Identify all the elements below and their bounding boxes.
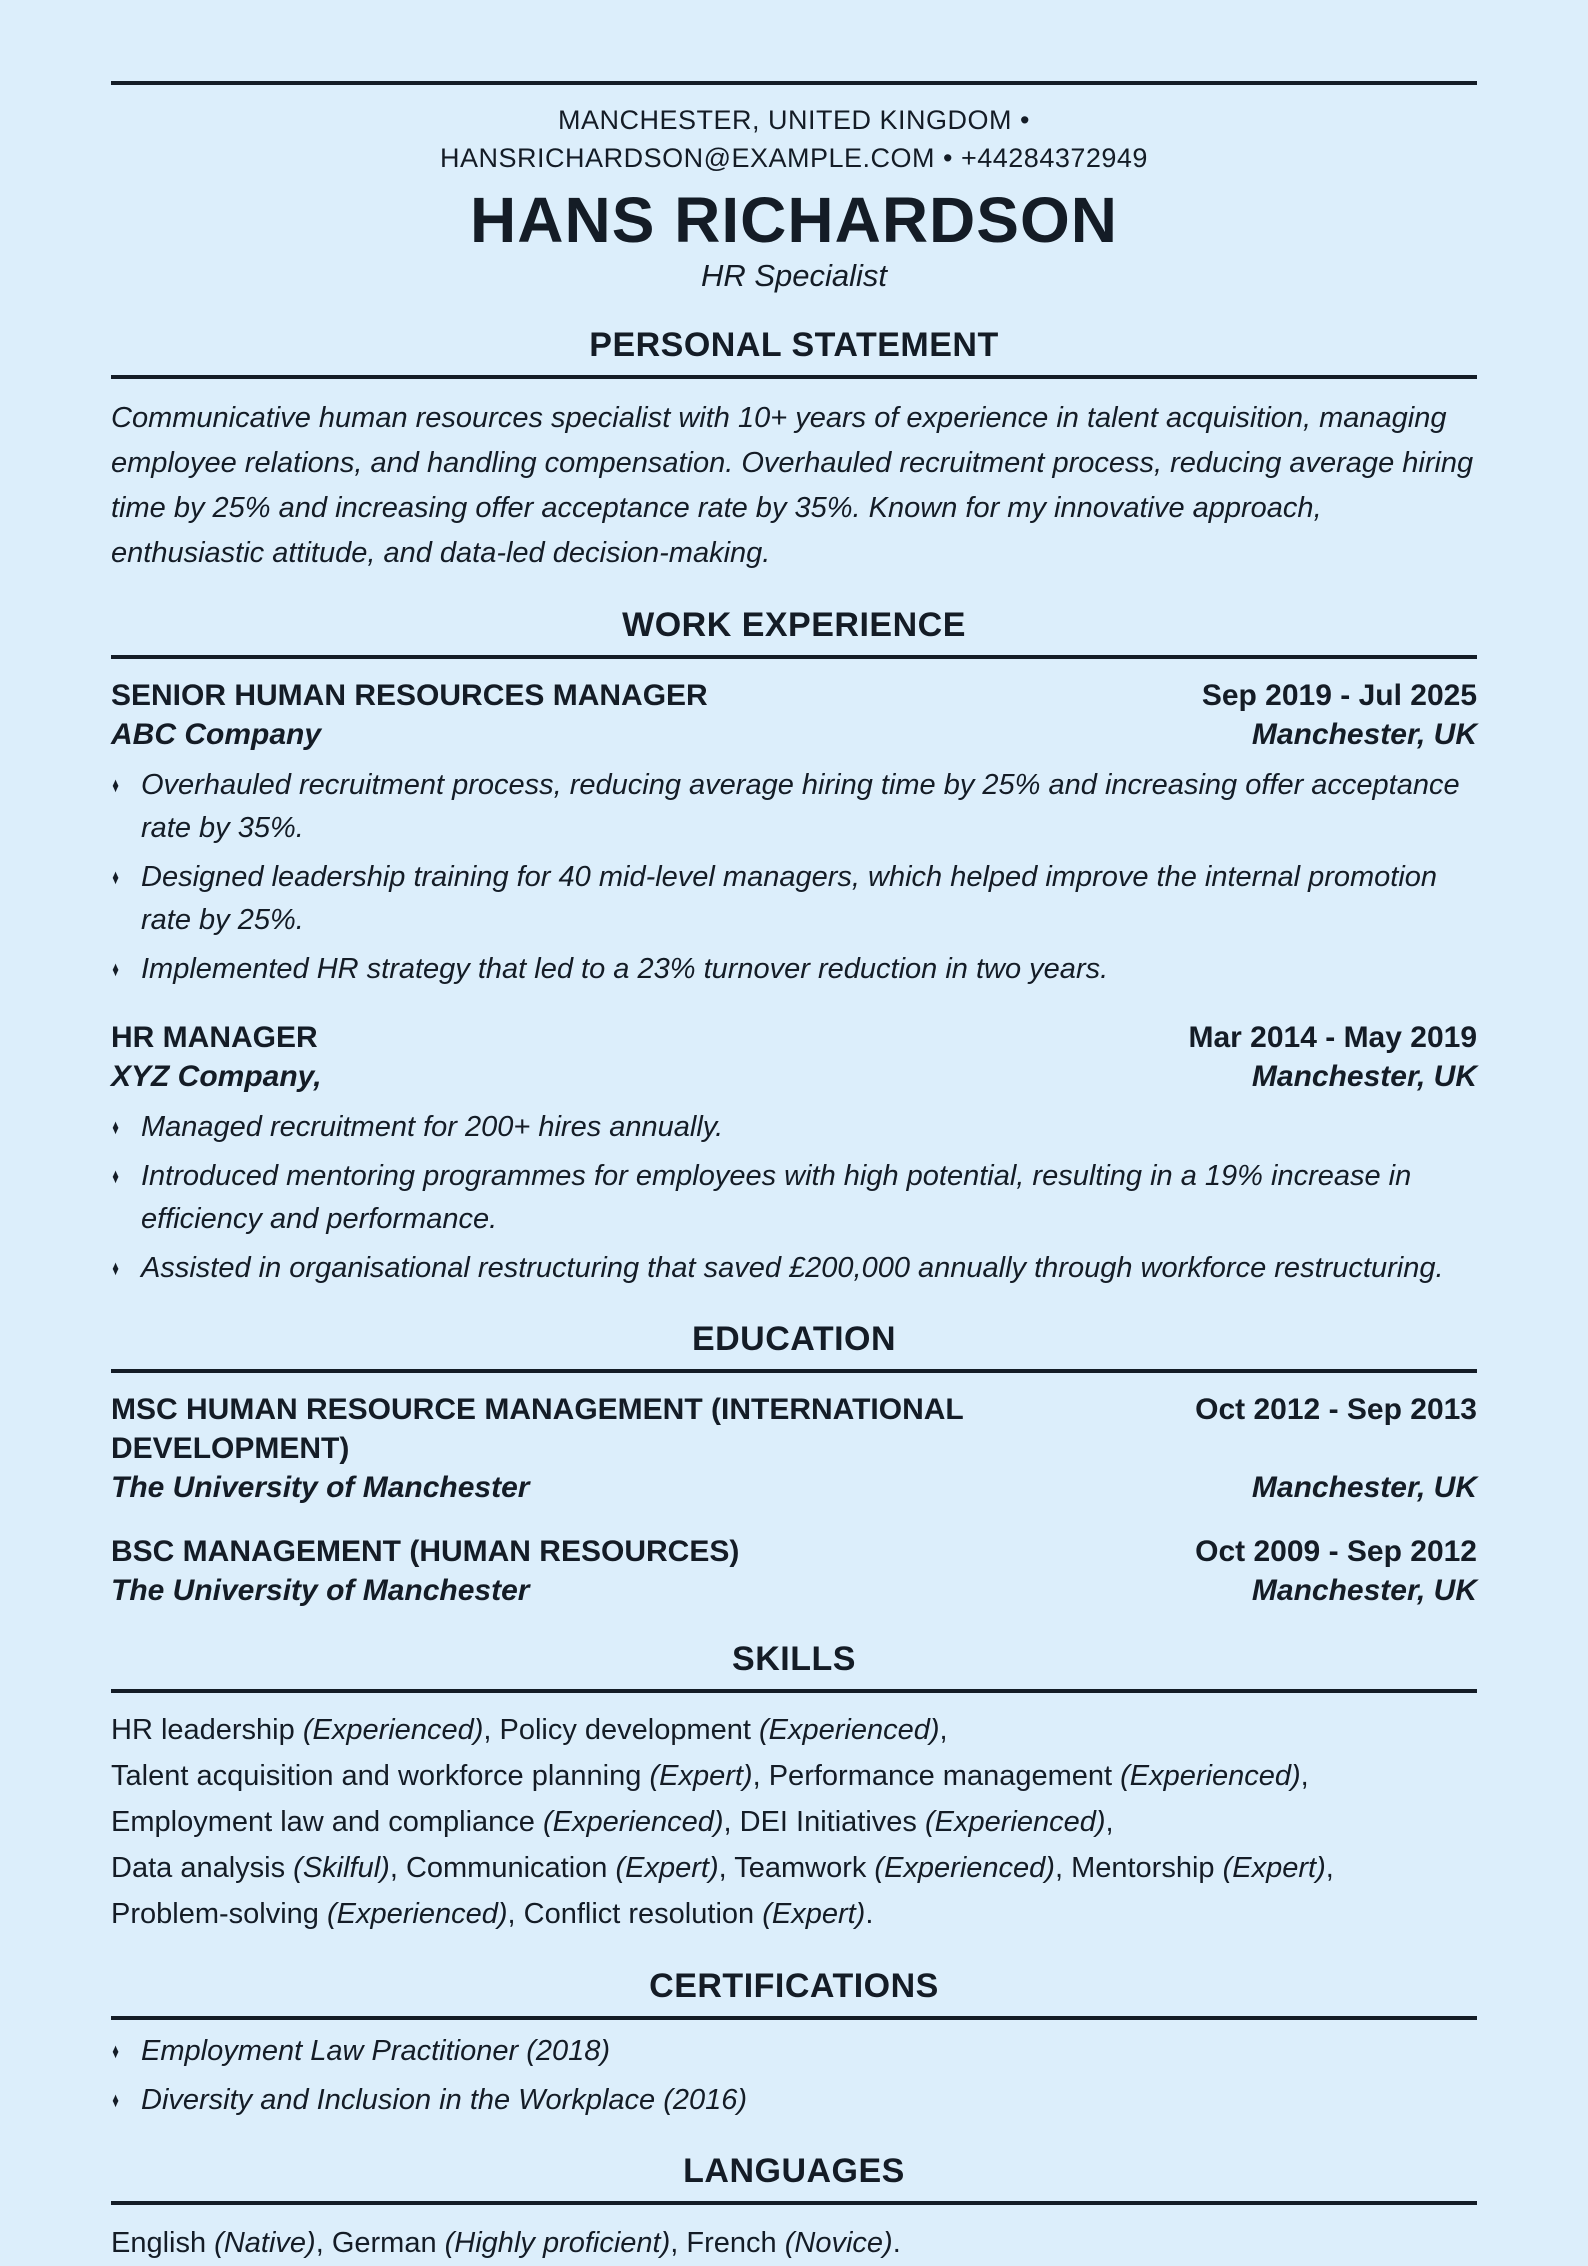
skill-level: (Experienced) [924,1806,1106,1838]
degree-dates: Oct 2012 - Sep 2013 [1195,1393,1477,1426]
language-separator: , [315,2227,332,2259]
bullet-text: Managed recruitment for 200+ hires annually. [141,1111,724,1143]
languages-list [111,2220,1477,2266]
school-location: Manchester, UK [1251,1574,1477,1607]
bullet-text: Overhauled recruitment process, reducing average hiring time by 25% and increasing offer acceptance rate by 35%. [141,769,1460,844]
language-separator: . [892,2227,901,2259]
list-item [111,2030,1477,2073]
skill-separator: , [752,1760,769,1792]
degree-dates: Oct 2009 - Sep 2012 [1195,1535,1477,1568]
diamond-bullet-icon: ♦ [112,774,119,797]
skill-name: Policy development [499,1714,760,1746]
bullet-text: Introduced mentoring programmes for employees with high potential, resulting in a 19% increase in efficiency and performance. [141,1160,1412,1235]
bullet-text: Assisted in organisational restructuring that saved £200,000 annually through workforce restructuring. [141,1252,1444,1284]
diamond-bullet-icon: ♦ [112,2040,119,2063]
skill-separator: , [483,1714,500,1746]
skill-name: Employment law and compliance [111,1806,543,1838]
skills-row [111,1845,1477,1891]
skill-separator: , [1105,1806,1114,1838]
diamond-bullet-icon: ♦ [112,958,119,981]
degree-title: BSC MANAGEMENT (HUMAN RESOURCES) [111,1535,740,1568]
skill-name: Talent acquisition and workforce planning [111,1760,650,1792]
skill-name: Conflict resolution [523,1898,763,1930]
contact-block [111,101,1477,177]
language-separator: , [670,2227,687,2259]
job-title: HR MANAGER [111,1021,318,1054]
list-item [111,1247,1477,1290]
skill-level: (Expert) [649,1760,753,1792]
skill-level: (Experienced) [874,1852,1055,1884]
section-heading-certifications: CERTIFICATIONS [649,1967,939,2005]
skills-row [111,1799,1477,1845]
list-item [111,856,1477,942]
job-location: Manchester, UK [1251,1060,1477,1093]
job-company-row [111,715,1477,754]
skill-name: Teamwork [734,1852,875,1884]
bullet-text: Implemented HR strategy that led to a 23% turnover reduction in two years. [141,953,1109,985]
section-heading-personal-statement: PERSONAL STATEMENT [589,326,999,364]
section-divider [111,375,1477,379]
skill-name: Performance management [768,1760,1121,1792]
skill-level: (Experienced) [759,1714,940,1746]
language-level: (Novice) [784,2227,893,2259]
school-name: The University of Manchester [111,1471,530,1504]
diamond-bullet-icon: ♦ [112,1165,119,1188]
candidate-name: HANS RICHARDSON [470,184,1118,256]
skill-separator: , [718,1852,735,1884]
candidate-title: HR Specialist [700,258,888,293]
skill-separator: , [939,1714,948,1746]
job-location: Manchester, UK [1251,718,1477,751]
list-item [111,1155,1477,1241]
list-item [111,2079,1477,2122]
job-entry [111,676,1477,991]
contact-line-location: MANCHESTER, UNITED KINGDOM • [558,105,1030,135]
language-level: (Native) [214,2227,316,2259]
certification-text: Diversity and Inclusion in the Workplace (2016) [141,2084,748,2116]
skill-name: Communication [405,1852,616,1884]
section-heading-work-experience: WORK EXPERIENCE [622,606,966,644]
resume-content [111,0,1477,2266]
section-divider [111,1689,1477,1693]
section-heading-education: EDUCATION [691,1320,897,1358]
section-divider [111,655,1477,659]
diamond-bullet-icon: ♦ [112,1257,119,1280]
section-divider [111,1369,1477,1373]
skill-name: Data analysis [111,1852,294,1884]
skill-separator: , [1054,1852,1072,1884]
section-divider [111,2016,1477,2020]
skill-name: Problem-solving [111,1898,327,1930]
language-name: German [331,2227,445,2259]
degree-title: MSC HUMAN RESOURCE MANAGEMENT (INTERNATIONAL DEVELOPMENT) [111,1393,964,1465]
language-name: French [686,2227,785,2259]
diamond-bullet-icon: ♦ [112,2089,119,2112]
degree-row [111,1532,1477,1571]
language-name: English [111,2227,215,2259]
section-divider [111,2201,1477,2205]
skill-level: (Expert) [615,1852,719,1884]
skill-separator: , [1300,1760,1309,1792]
school-name: The University of Manchester [111,1574,530,1607]
skill-separator: , [389,1852,406,1884]
skill-level: (Experienced) [326,1898,508,1930]
list-item [111,764,1477,850]
skill-separator: . [865,1898,874,1930]
skill-level: (Experienced) [1120,1760,1301,1792]
list-item [111,948,1477,991]
skills-row [111,1753,1477,1799]
job-title-row [111,1018,1477,1057]
certification-text: Employment Law Practitioner (2018) [141,2035,611,2067]
school-location: Manchester, UK [1251,1471,1477,1504]
skill-separator: , [1325,1852,1334,1884]
job-company-row [111,1057,1477,1096]
certifications-list [111,2030,1477,2122]
skill-separator: , [507,1898,524,1930]
job-title-row [111,676,1477,715]
personal-statement-text: Communicative human resources specialist with 10+ years of experience in talent acquisition, managing employee relations, and handling compensation. Overhauled recruitment process, reducing average hiring time by 25% and increasing offer acceptance rate by 35%. Known for my innovative approach, enthusiastic attitude, and data-led decision-making. [111,402,1474,569]
job-bullet-list [111,1106,1477,1290]
skill-level: (Expert) [1222,1852,1326,1884]
top-divider [111,81,1477,85]
job-company: XYZ Company, [111,1060,322,1093]
job-bullet-list [111,764,1477,991]
education-entry [111,1532,1477,1610]
job-title: SENIOR HUMAN RESOURCES MANAGER [111,679,708,712]
school-row [111,1571,1477,1610]
skills-row [111,1707,1477,1753]
bullet-text: Designed leadership training for 40 mid-level managers, which helped improve the internal promotion rate by 25%. [141,861,1438,936]
skill-level: (Expert) [762,1898,866,1930]
skill-name: Mentorship [1071,1852,1223,1884]
section-heading-languages: LANGUAGES [683,2152,905,2190]
contact-line-email-phone: HANSRICHARDSON@EXAMPLE.COM • +44284372949 [440,143,1148,173]
education-entry [111,1390,1477,1507]
job-company: ABC Company [111,718,322,751]
degree-row [111,1390,1477,1468]
school-row [111,1468,1477,1507]
job-dates: Sep 2019 - Jul 2025 [1201,679,1477,712]
job-dates: Mar 2014 - May 2019 [1188,1021,1477,1054]
skill-name: HR leadership [111,1714,303,1746]
skill-level: (Experienced) [542,1806,724,1838]
skill-level: (Skilful) [293,1852,390,1884]
section-heading-skills: SKILLS [732,1640,856,1678]
diamond-bullet-icon: ♦ [112,1116,119,1139]
language-level: (Highly proficient) [444,2227,671,2259]
skill-name: DEI Initiatives [739,1806,925,1838]
diamond-bullet-icon: ♦ [112,866,119,889]
skill-level: (Experienced) [302,1714,484,1746]
list-item [111,1106,1477,1149]
job-entry [111,1018,1477,1290]
skills-list [111,1707,1477,1937]
skill-separator: , [723,1806,740,1838]
skills-row [111,1891,1477,1937]
